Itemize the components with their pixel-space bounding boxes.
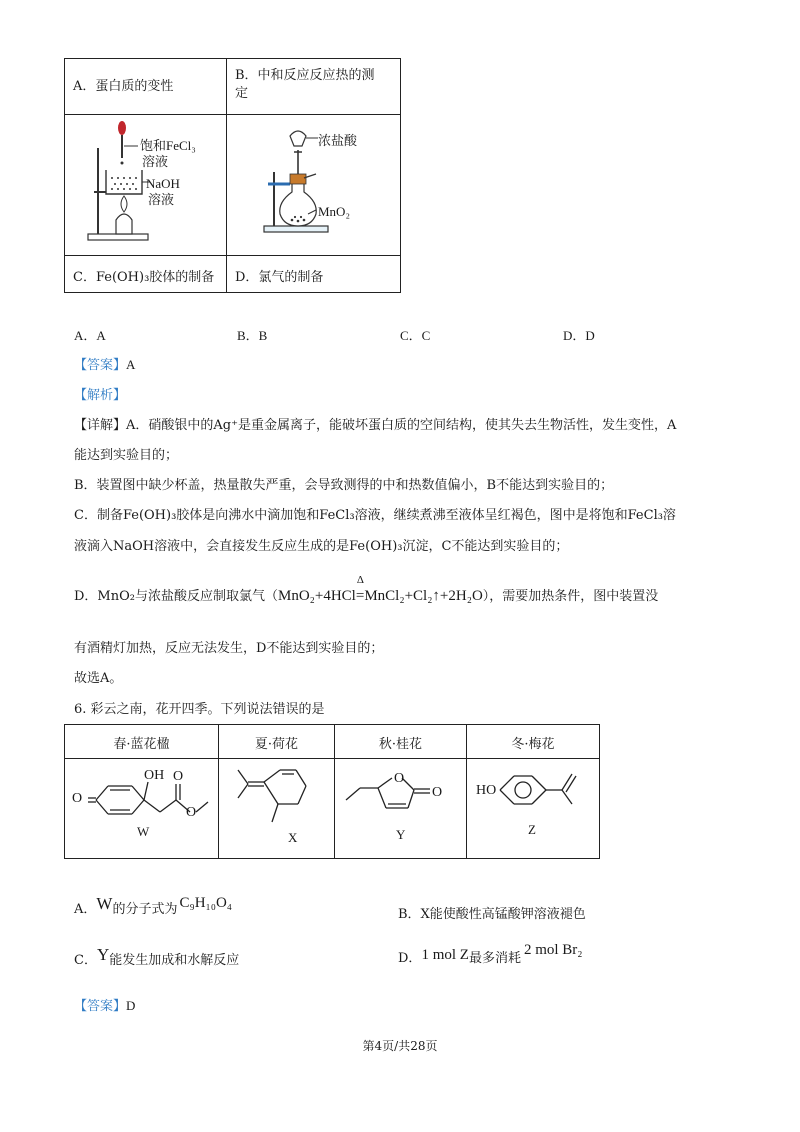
q5-conclusion: 故选A。 (74, 671, 123, 686)
q5-d-suffix: ），需要加热条件，图中装置没 (482, 589, 659, 604)
label-y: Y (396, 827, 406, 842)
q5-option-a[interactable]: A．A (74, 328, 106, 343)
label-z: Z (528, 822, 536, 837)
structure-x (222, 762, 332, 857)
y-carbonyl-o: O (432, 785, 443, 800)
w-ketone-o: O (72, 791, 83, 806)
q6-header-z (466, 724, 600, 759)
label-naoh: NaOH (146, 176, 180, 191)
q6-option-d-br2: 2 mol Br₂ (523, 942, 583, 958)
eq-left: MnO₂+4HCl (277, 588, 356, 604)
q5-cell-b-label-1: B．中和反应反应热的测 (235, 68, 375, 83)
q6-option-a-w: W (96, 894, 113, 913)
q5-option-c[interactable]: C．C (400, 328, 431, 343)
w-oh: OH (144, 768, 165, 783)
q5-cell-c (64, 255, 227, 293)
q6-option-c[interactable] (74, 945, 240, 969)
q5-cell-a (64, 58, 227, 115)
q6-option-b[interactable]: B．X能使酸性高锰酸钾溶液褪色 (398, 907, 586, 922)
q5-d-prefix: D．MnO₂与浓盐酸反应制取氯气（ (74, 589, 278, 604)
q6-option-d[interactable] (398, 942, 583, 967)
label-fecl3: 饱和FeCl₃ (140, 138, 196, 153)
q5-detail-line-3: B．装置图中缺少杯盖，热量散失严重，会导致测得的中和热数值偏小，B不能达到实验目的； (74, 478, 614, 493)
q6-header-z-label: 冬·梅花 (511, 737, 555, 752)
q5-detail-line-2: 能达到实验目的； (74, 448, 179, 463)
q6-option-a-formula: C₉H₁₀O₄ (179, 895, 233, 911)
y-ring-o: O (394, 771, 405, 786)
label-fecl3-solution: 溶液 (142, 154, 169, 169)
q5-answer-line (74, 354, 135, 373)
q5-answer: A (126, 357, 136, 372)
q6-option-a[interactable] (74, 894, 233, 918)
q5-detail-line-4: C．制备Fe(OH)₃胶体是向沸水中滴加饱和FeCl₃溶液，继续煮沸至液体呈红褐色，图中是将饱和FeCl₃溶 (74, 508, 676, 523)
q6-header-y (334, 724, 467, 759)
eq-arrow: = Δ (355, 574, 365, 604)
q6-option-c-post: 能发生加成和水解反应 (109, 953, 240, 968)
q5-cell-a-label: A．蛋白质的变性 (73, 79, 174, 94)
page-footer: 第4页/共28页 (362, 1039, 438, 1053)
q6-option-c-y: Y (96, 945, 110, 964)
q5-option-d[interactable]: D．D (563, 328, 595, 343)
q6-option-a-mid: 的分子式为 (112, 902, 178, 917)
q5-analysis-tag: 【解析】 (74, 388, 127, 403)
q6-stem: 6. 彩云之南，花开四季。下列说法错误的是 (74, 702, 325, 717)
label-x: X (288, 830, 298, 845)
label-conc-hcl: 浓盐酸 (318, 134, 358, 149)
q6-header-x-label: 夏·荷花 (254, 737, 299, 752)
q5-cell-c-label: C．Fe(OH)₃胶体的制备 (73, 270, 215, 285)
label-naoh-solution: 溶液 (148, 192, 175, 207)
q6-header-x (218, 724, 335, 759)
q6-answer-line (74, 995, 135, 1014)
q5-cell-b (226, 58, 401, 115)
q5-detail-line-7: 有酒精灯加热，反应无法发生，D不能达到实验目的； (74, 641, 384, 656)
q5-detail-line-5: 液滴入NaOH溶液中，会直接发生反应生成的是Fe(OH)₃沉淀，C不能达到实验目的； (74, 539, 569, 554)
w-ester-o: O (186, 805, 197, 820)
eq-heat-symbol: Δ (356, 574, 364, 586)
q6-option-a-prefix: A． (74, 902, 97, 917)
q6-option-d-prefix: D． (398, 951, 422, 966)
structure-z (468, 762, 598, 857)
q5-cell-b-label-2: 定 (235, 86, 249, 101)
q5-answer-tag: 【答案】 (74, 358, 127, 373)
q6-option-d-mol: 1 mol Z (421, 947, 469, 963)
q5-cell-d-label: D．氯气的制备 (235, 270, 324, 285)
q5-detail-tag: 【详解】 (74, 418, 127, 433)
q5-option-b[interactable]: B．B (237, 328, 268, 343)
eq-right: MnCl₂+Cl₂↑+2H₂O (364, 588, 483, 604)
q6-header-w-label: 春·蓝花楹 (113, 737, 170, 752)
q6-answer: D (126, 998, 136, 1013)
q5-detail-line-1 (74, 414, 676, 433)
q6-header-y-label: 秋·桂花 (378, 737, 423, 752)
z-ho: HO (476, 783, 497, 798)
q6-option-d-mid: 最多消耗 (468, 951, 521, 966)
q6-header-w (64, 724, 219, 759)
q5-detail-line-6 (74, 574, 659, 605)
w-carbonyl-o: O (173, 769, 184, 784)
label-mno2: MnO₂ (318, 204, 350, 219)
q6-option-c-prefix: C． (74, 953, 97, 968)
q5-cell-d (226, 255, 401, 293)
q6-answer-tag: 【答案】 (74, 999, 127, 1014)
label-w: W (137, 824, 150, 839)
q5-detail-text-1: A．硝酸银中的Ag⁺是重金属离子，能破坏蛋白质的空间结构，使其失去生物活性，发生变性，A (126, 418, 677, 433)
